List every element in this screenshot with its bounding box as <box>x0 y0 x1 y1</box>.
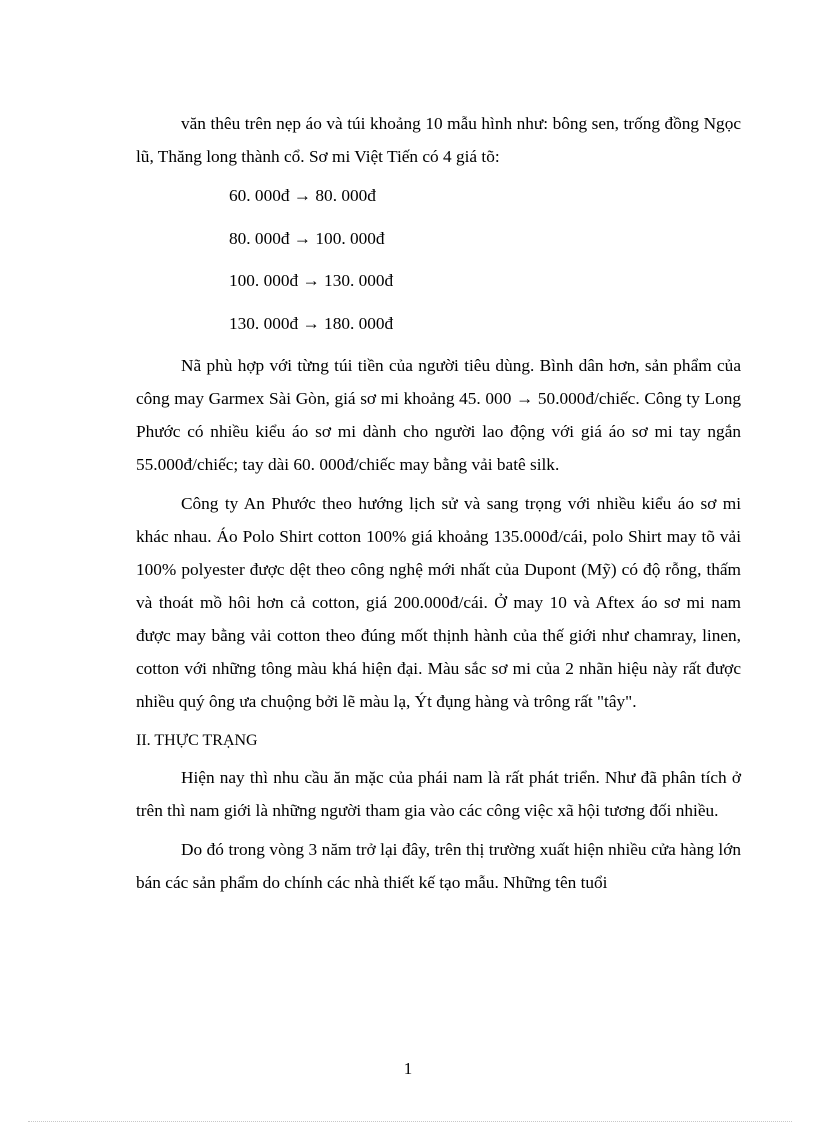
price-range-item: 60. 000đ → 80. 000đ <box>229 186 376 205</box>
price-range-list <box>136 175 741 345</box>
paragraph-affordable-brands: Nã phù hợp với từng túi tiền của người tiêu dùng. Bình dân hơn, sản phẩm của công may Garmex Sài Gòn, giá sơ mi khoảng 45. 000 → 50.000đ/chiếc. Công ty Long Phước có nhiều kiểu áo sơ mi dành cho người lao động với giá áo sơ mi tay ngắn 55.000đ/chiếc; tay dài 60. 000đ/chiếc may bằng vải batê silk. <box>136 356 741 474</box>
paragraph-embroidery-patterns: văn thêu trên nẹp áo và túi khoảng 10 mẫu hình như: bông sen, trống đồng Ngọc lũ, Thăng long thành cổ. Sơ mi Việt Tiến có 4 giá tõ: <box>136 114 741 166</box>
page-bottom-divider <box>28 1121 792 1122</box>
paragraph-designer-stores: Do đó trong vòng 3 năm trở lại đây, trên thị trường xuất hiện nhiều cửa hàng lớn bán các sản phẩm do chính các nhà thiết kế tạo mẫu. Những tên tuổi <box>136 840 741 892</box>
price-range-item: 80. 000đ → 100. 000đ <box>229 228 385 248</box>
paragraph-an-phuoc: Công ty An Phước theo hướng lịch sử và sang trọng với nhiều kiểu áo sơ mi khác nhau. Áo Polo Shirt cotton 100% giá khoảng 135.000đ/cái, polo Shirt may tõ vải 100% polyester được dệt theo công nghệ mới nhất của Dupont (Mỹ) có độ rỗng, thấm và thoát mồ hôi hơn cả cotton, giá 200.000đ/cái. Ở may 10 và Aftex áo sơ mi nam được may bằng vải cotton theo đúng mốt thịnh hành của thế giới như chamray, linen, cotton với những tông màu khá hiện đại. Màu sắc sơ mi của 2 nhãn hiệu này rất được nhiều quý ông ưa chuộng bởi lẽ màu lạ, Ýt đụng hàng và trông rất "tây". <box>136 494 741 711</box>
section-heading: II. THỰC TRẠNG <box>136 732 258 749</box>
price-range-item: 130. 000đ → 180. 000đ <box>229 313 394 333</box>
document-body <box>136 107 741 905</box>
price-range-item: 100. 000đ → 130. 000đ <box>229 271 394 290</box>
paragraph-current-demand: Hiện nay thì nhu cầu ăn mặc của phái nam là rất phát triển. Như đã phân tích ở trên thì nam giới là những người tham gia vào các công việc xã hội tương đối nhiều. <box>136 768 741 820</box>
page-number: 1 <box>403 1059 413 1078</box>
